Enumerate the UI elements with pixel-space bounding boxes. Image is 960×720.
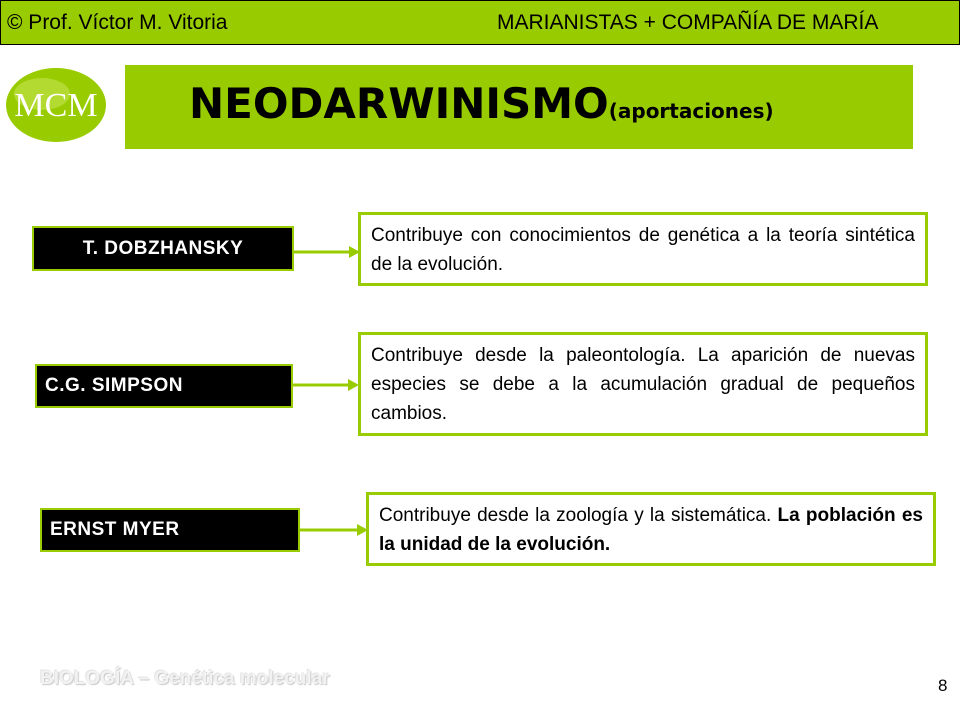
title-subtitle: (aportaciones) (608, 99, 774, 123)
arrow-icon (294, 242, 360, 262)
contributor-description-dobzhansky: Contribuye con conocimientos de genética a la teoría sintética de la evolución. (358, 212, 928, 286)
contributor-name-myer: ERNST MYER (40, 508, 300, 552)
author-label: © Prof. Víctor M. Vitoria (7, 11, 228, 34)
footer-subject: BIOLOGÍA – Genética molecular (40, 668, 330, 689)
page-number: 8 (938, 676, 948, 695)
contributor-description-myer (366, 492, 936, 566)
contributor-name-simpson: C.G. SIMPSON (35, 364, 293, 408)
mcm-logo (4, 66, 108, 144)
description-text: Contribuye desde la zoología y la sistemática. (379, 505, 778, 526)
institution-label: MARIANISTAS + COMPAÑÍA DE MARÍA (497, 11, 879, 34)
logo-text: MCM (14, 87, 98, 124)
contributor-name-dobzhansky: T. DOBZHANSKY (32, 226, 294, 271)
contributor-description-simpson: Contribuye desde la paleontología. La aparición de nuevas especies se debe a la acumulación gradual de pequeños cambios. (358, 332, 928, 436)
title-banner (125, 65, 913, 149)
arrow-icon (300, 520, 368, 540)
description-highlight: La población es la unidad de la evolución. (379, 505, 923, 555)
title-main: NEODARWINISMO (189, 79, 609, 128)
page-title (189, 79, 774, 128)
arrow-icon (293, 375, 359, 395)
header-bar (0, 0, 960, 45)
